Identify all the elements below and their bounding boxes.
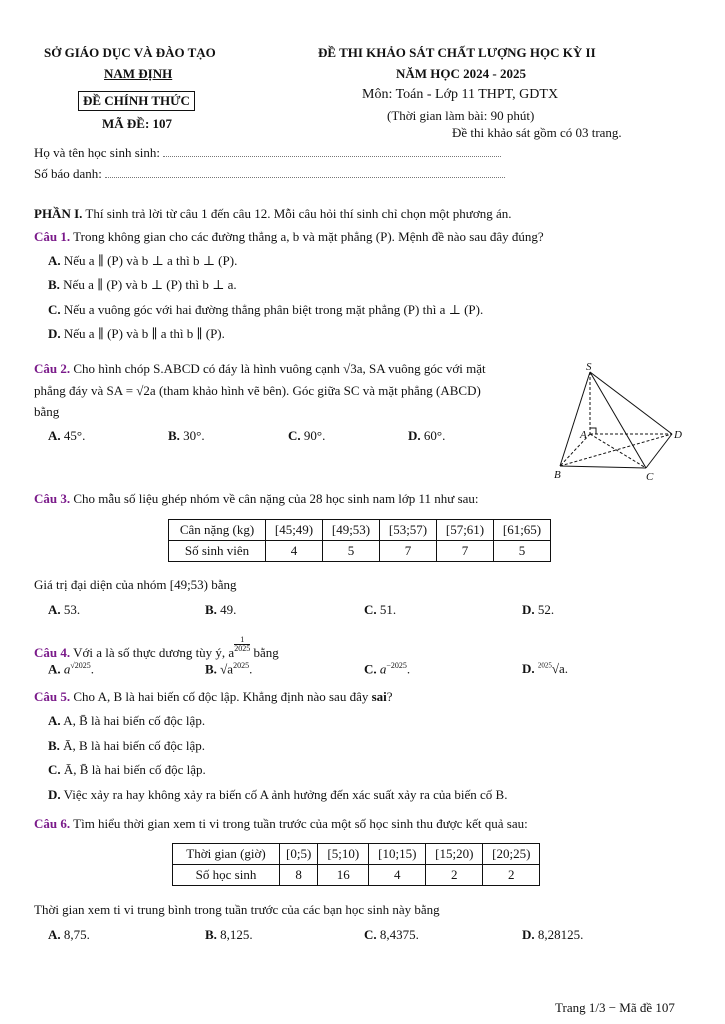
q4-text: Với a là số thực dương tùy ý, a	[73, 645, 235, 660]
q4-text-post: bằng	[253, 645, 279, 660]
q4-option-d[interactable]: D. $^{2025}$√a.	[522, 661, 569, 676]
table-cell: 5	[494, 541, 551, 562]
exam-title: ĐỀ THI KHẢO SÁT CHẤT LƯỢNG HỌC KỲ II	[318, 45, 596, 60]
q2-c-text: 90°.	[303, 428, 326, 443]
table-cell: Thời gian (giờ)	[173, 844, 280, 865]
pyramid-figure	[550, 360, 690, 485]
student-name-row	[34, 145, 501, 161]
q2-d-text: 60°.	[423, 428, 446, 443]
edge-BC	[560, 466, 646, 468]
q4-d-index: 2025	[537, 661, 552, 670]
q2-a-text: 45°.	[63, 428, 86, 443]
q6-d-text: 8,28125.	[537, 927, 584, 942]
table-cell: Số sinh viên	[169, 541, 266, 562]
table-cell: 2	[426, 865, 483, 886]
q3-stem	[34, 491, 479, 507]
q6-table-data-row	[173, 865, 540, 886]
q4-d-text: √a.	[551, 661, 569, 676]
q5-label: Câu 5.	[34, 689, 71, 704]
label-D: D	[674, 429, 682, 441]
q3-table	[168, 519, 551, 562]
q2-option-b[interactable]: B. 30°.	[168, 428, 205, 443]
q2-line2: phẳng đáy và SA = √2a (tham khảo hình vẽ bên). Góc giữa SC và mặt phẳng (ABCD)	[34, 383, 481, 398]
table-cell: [15;20)	[426, 844, 483, 865]
q2-b-text: 30°.	[183, 428, 205, 443]
q6-option-b[interactable]: B. 8,125.	[205, 927, 253, 942]
dept-line1: SỞ GIÁO DỤC VÀ ĐÀO TẠO	[44, 45, 216, 60]
table-cell: 2	[483, 865, 540, 886]
q6-c-text: 8,4375.	[379, 927, 419, 942]
subject-line: Môn: Toán - Lớp 11 THPT, GDTX	[362, 87, 559, 102]
q4-option-b[interactable]: B. $√a^{2025}$.	[205, 661, 253, 677]
page-footer: Trang 1/3 − Mã đề 107	[555, 1000, 675, 1015]
q1-stem	[34, 229, 544, 245]
q1-b-text: Nếu a ∥ (P) và b ⊥ (P) thì b ⊥ a.	[63, 277, 237, 292]
q6-text: Tìm hiểu thời gian xem ti vi trong tuần trước của một số học sinh thu được kết quả sau:	[73, 816, 528, 831]
q3-c-text: 51.	[379, 602, 397, 617]
q2-label: Câu 2.	[34, 361, 71, 376]
q3-option-d[interactable]: D. 52.	[522, 602, 555, 617]
q6-table	[172, 843, 540, 886]
table-cell: [49;53)	[323, 520, 380, 541]
label-S: S	[586, 361, 592, 373]
q6-option-d[interactable]: D. 8,28125.	[522, 927, 584, 942]
q2-line3: bằng	[34, 404, 60, 419]
q5-c-text: Ā, B̄ là hai biến cố độc lập.	[63, 762, 206, 777]
label-A: A	[580, 429, 587, 441]
q5-stem: Câu 5. Cho A, B là hai biến cố độc lập. Khẳng định nào sau đây sai?	[34, 689, 393, 704]
q5-d-text: Việc xảy ra hay không xảy ra biến cố A ảnh hưởng đến xác suất xảy ra của biến cố B.	[63, 787, 508, 802]
q4-c-base: a	[379, 661, 387, 677]
q4-option-a[interactable]: A. $a^{√2025}$.	[48, 661, 95, 677]
q4-b-text: √a	[220, 661, 234, 677]
exam-code: MÃ ĐỀ: 107	[102, 116, 173, 131]
student-name-field[interactable]	[163, 146, 501, 157]
q4-exponent	[234, 636, 250, 653]
right-angle-mark	[590, 428, 596, 434]
table-cell: 4	[266, 541, 323, 562]
q1-d-text: Nếu a ∥ (P) và b ∥ a thì b ∥ (P).	[63, 326, 225, 341]
time-line: (Thời gian làm bài: 90 phút)	[387, 108, 535, 123]
table-cell: [10;15)	[369, 844, 426, 865]
q4-stem	[34, 636, 279, 661]
q2-option-a[interactable]: A. 45°.	[48, 428, 86, 443]
q1-option-b[interactable]: B. Nếu a ∥ (P) và b ⊥ (P) thì b ⊥ a.	[48, 277, 237, 292]
q2-line1: Cho hình chóp S.ABCD có đáy là hình vuông cạnh √3a, SA vuông góc với mặt	[73, 361, 486, 376]
table-cell: 7	[380, 541, 437, 562]
q4-c-exp: −2025	[386, 661, 407, 670]
q6-stem	[34, 816, 528, 832]
q1-a-text: Nếu a ∥ (P) và b ⊥ a thì b ⊥ (P).	[63, 253, 238, 268]
q6-label: Câu 6.	[34, 816, 71, 831]
table-cell: 8	[280, 865, 318, 886]
q6-b-text: 8,125.	[220, 927, 253, 942]
q5-option-b[interactable]: B. Ā, B là hai biến cố độc lập.	[48, 738, 206, 753]
dept-line2: NAM ĐỊNH	[104, 66, 173, 81]
q4-option-c[interactable]: C. $a^{-2025}$.	[364, 661, 411, 677]
q2-option-c[interactable]: C. 90°.	[288, 428, 326, 443]
table-cell: 5	[323, 541, 380, 562]
table-cell: Cân nặng (kg)	[169, 520, 266, 541]
pages-note: Đề thi khảo sát gồm có 03 trang.	[452, 125, 622, 140]
q4-a-exp: √2025	[70, 661, 91, 670]
edge-SC	[590, 372, 646, 468]
part1-desc: Thí sinh trả lời từ câu 1 đến câu 12. Mỗi câu hỏi thí sinh chỉ chọn một phương án.	[85, 206, 512, 221]
q4-exp-den: 2025	[234, 644, 251, 653]
edge-AC	[590, 434, 646, 468]
table-cell: [20;25)	[483, 844, 540, 865]
q5-option-d[interactable]: D. Việc xảy ra hay không xảy ra biến cố A ảnh hưởng đến xác suất xảy ra của biến cố B.	[48, 787, 508, 802]
q3-question: Giá trị đại diện của nhóm [49;53) bằng	[34, 577, 237, 592]
table-cell: 7	[437, 541, 494, 562]
table-cell: [57;61)	[437, 520, 494, 541]
q2-option-d[interactable]: D. 60°.	[408, 428, 446, 443]
q2-stem-line1	[34, 361, 486, 377]
q3-table-header-row	[169, 520, 551, 541]
q4-a-base: a	[63, 661, 71, 677]
table-cell: [53;57)	[380, 520, 437, 541]
q1-text: Trong không gian cho các đường thẳng a, b và mặt phẳng (P). Mệnh đề nào sau đây đúng?	[73, 229, 544, 244]
student-id-field[interactable]	[105, 167, 505, 178]
edge-SB	[560, 372, 590, 466]
q1-option-a[interactable]: A. Nếu a ∥ (P) và b ⊥ a thì b ⊥ (P).	[48, 253, 238, 268]
q3-label: Câu 3.	[34, 491, 71, 506]
table-cell: 4	[369, 865, 426, 886]
q5-option-a[interactable]: A. A, B̄ là hai biến cố độc lập.	[48, 713, 206, 728]
label-B: B	[554, 469, 561, 481]
q6-a-text: 8,75.	[63, 927, 90, 942]
q1-option-c[interactable]: C. Nếu a vuông góc với hai đường thẳng phân biệt trong mặt phẳng (P) thì a ⊥ (P).	[48, 302, 484, 317]
label-C: C	[646, 471, 654, 483]
official-badge: ĐỀ CHÍNH THỨC	[78, 91, 195, 111]
edge-CD	[646, 434, 672, 468]
q6-option-c[interactable]: C. 8,4375.	[364, 927, 419, 942]
q3-option-a[interactable]: A. 53.	[48, 602, 81, 617]
table-cell: Số học sinh	[173, 865, 280, 886]
q5-b-text: Ā, B là hai biến cố độc lập.	[63, 738, 206, 753]
q4-label: Câu 4.	[34, 645, 71, 660]
part1-title: PHẦN I.	[34, 206, 83, 221]
edge-SD	[590, 372, 672, 434]
q4-exp-num: 1	[240, 635, 245, 644]
table-cell: [5;10)	[318, 844, 369, 865]
q3-text: Cho mẫu số liệu ghép nhóm về cân nặng của 28 học sinh nam lớp 11 như sau:	[73, 491, 479, 506]
student-id-row	[34, 166, 505, 182]
table-cell: [61;65)	[494, 520, 551, 541]
school-year: NĂM HỌC 2024 - 2025	[396, 66, 526, 81]
part1-heading	[34, 206, 511, 222]
q6-option-a[interactable]: A. 8,75.	[48, 927, 90, 942]
q5-text-bold: sai	[371, 689, 387, 704]
q5-text: Cho A, B là hai biến cố độc lập. Khẳng định nào sau đây	[73, 689, 369, 704]
student-id-label: Số báo danh:	[34, 166, 102, 181]
q4-b-exp: 2025	[233, 661, 250, 670]
table-cell: [45;49)	[266, 520, 323, 541]
q3-option-c[interactable]: C. 51.	[364, 602, 397, 617]
q1-option-d[interactable]: D. Nếu a ∥ (P) và b ∥ a thì b ∥ (P).	[48, 326, 225, 341]
student-name-label: Họ và tên học sinh sinh:	[34, 145, 161, 160]
table-cell: 16	[318, 865, 369, 886]
q3-d-text: 52.	[537, 602, 555, 617]
q3-table-data-row	[169, 541, 551, 562]
q1-label: Câu 1.	[34, 229, 71, 244]
q1-c-text: Nếu a vuông góc với hai đường thẳng phân biệt trong mặt phẳng (P) thì a ⊥ (P).	[63, 302, 484, 317]
q3-option-b[interactable]: B. 49.	[205, 602, 237, 617]
table-cell: [0;5)	[280, 844, 318, 865]
q3-b-text: 49.	[220, 602, 237, 617]
q6-question: Thời gian xem ti vi trung bình trong tuần trước của các bạn học sinh này bằng	[34, 902, 440, 917]
q5-a-text: A, B̄ là hai biến cố độc lập.	[63, 713, 206, 728]
q3-a-text: 53.	[63, 602, 81, 617]
q5-option-c[interactable]: C. Ā, B̄ là hai biến cố độc lập.	[48, 762, 206, 777]
q6-table-header-row	[173, 844, 540, 865]
